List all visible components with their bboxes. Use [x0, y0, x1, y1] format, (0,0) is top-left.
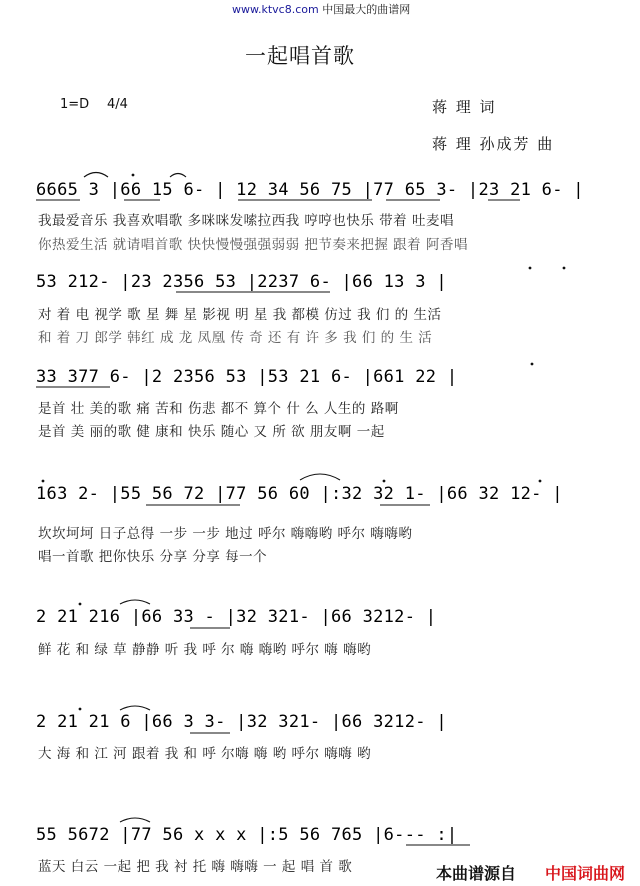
key-signature: 1=D — [60, 97, 90, 112]
lyric-line: 我最爱音乐 我喜欢唱歌 多咪咪发嗦拉西我 哼哼也快乐 带着 吐麦唱 — [38, 213, 454, 229]
site-header — [232, 1, 410, 17]
slur-mark — [120, 818, 150, 822]
slur-mark — [84, 173, 108, 178]
notation-line: 33 377 6- |2 2356 53 |53 21 6- |661 22 | — [36, 367, 458, 387]
notation-line: 2 21 21 6 |66 3 3- |32 321- |66 3212- | — [36, 712, 447, 732]
lyric-line: 坎坎坷坷 日子总得 一步 一步 地过 呼尔 嗨嗨哟 呼尔 嗨嗨哟 — [38, 526, 413, 542]
lyricist-credit: 蒋 理 词 — [432, 98, 497, 116]
slur-mark — [170, 174, 186, 178]
octave-dot — [539, 480, 542, 483]
slur-mark — [120, 706, 150, 710]
octave-dot — [529, 267, 532, 270]
octave-dot — [132, 174, 135, 177]
slur-mark — [120, 600, 150, 604]
slur-mark — [300, 474, 340, 480]
composer-credit: 蒋 理 孙成芳 曲 — [432, 135, 555, 153]
notation-line: 6665 3 |66 15 6- | 12 34 56 75 |77 65 3- |23 21 6- | — [36, 180, 584, 200]
lyric-line: 鲜 花 和 绿 草 静静 听 我 呼 尔 嗨 嗨哟 呼尔 嗨 嗨哟 — [38, 642, 372, 658]
octave-dot — [79, 708, 82, 711]
site-tagline: 中国最大的曲谱网 — [322, 3, 411, 16]
footer-source: 本曲谱源自 — [436, 864, 517, 883]
octave-dot — [531, 363, 534, 366]
lyric-line: 和 着 刀 郎学 韩红 成 龙 凤凰 传 奇 还 有 许 多 我 们 的 生 活 — [38, 330, 433, 346]
lyric-line: 蓝天 白云 一起 把 我 衬 托 嗨 嗨嗨 一 起 唱 首 歌 — [38, 859, 353, 875]
song-title: 一起唱首歌 — [245, 44, 355, 68]
notation-line: 2 21 216 |66 33 - |32 321- |66 3212- | — [36, 607, 437, 627]
notation-line: 55 5672 |77 56 x x x |:5 56 765 |6--- :| — [36, 825, 458, 845]
lyric-line: 是首 美 丽的歌 健 康和 快乐 随心 又 所 欲 朋友啊 一起 — [38, 424, 385, 440]
octave-dot — [42, 480, 45, 483]
octave-dot — [79, 603, 82, 606]
lyric-line: 大 海 和 江 河 跟着 我 和 呼 尔嗨 嗨 哟 呼尔 嗨嗨 哟 — [38, 746, 372, 762]
lyric-line: 你热爱生活 就请唱首歌 快快慢慢强强弱弱 把节奏来把握 跟着 阿香唱 — [38, 237, 468, 253]
notation-line: 163 2- |55 56 72 |77 56 60 |:32 32 1- |66 32 12- | — [36, 484, 563, 504]
octave-dot — [383, 480, 386, 483]
lyric-line: 唱一首歌 把你快乐 分享 分享 每一个 — [38, 549, 268, 565]
site-url[interactable]: www.ktvc8.com — [232, 3, 319, 16]
notation-line: 53 212- |23 2356 53 |2237 6- |66 13 3 | — [36, 272, 447, 292]
lyric-line: 对 着 电 视学 歌 星 舞 星 影视 明 星 我 都模 仿过 我 们 的 生活 — [38, 307, 442, 323]
time-signature: 4/4 — [107, 97, 128, 112]
octave-dot — [563, 267, 566, 270]
lyric-line: 是首 壮 美的歌 痛 苦和 伤悲 都不 算个 什 么 人生的 路啊 — [38, 401, 399, 417]
footer-brand[interactable]: 中国词曲网 — [545, 864, 626, 883]
